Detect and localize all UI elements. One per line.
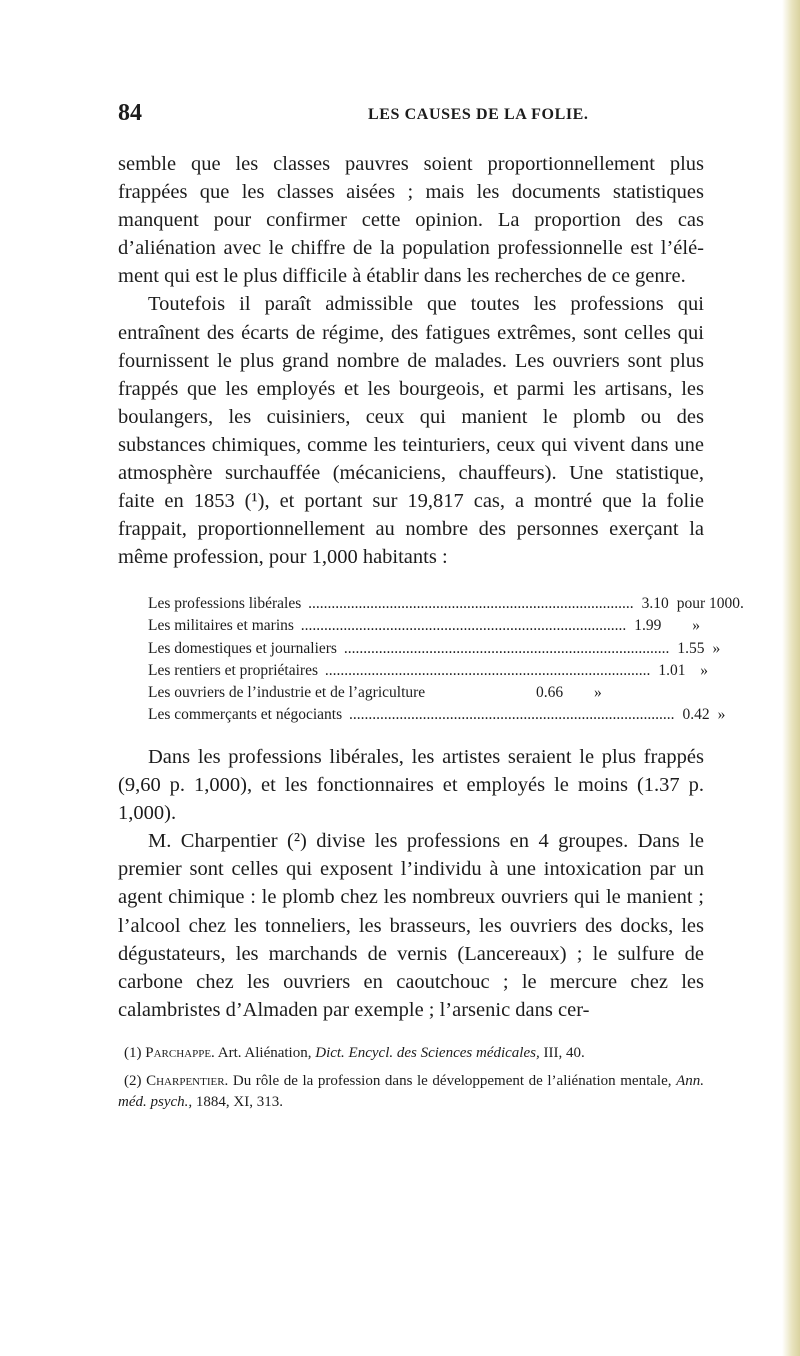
statistics-value: 1.01 [658, 661, 686, 679]
statistics-value: 1.55 [677, 639, 705, 657]
statistics-unit: » [717, 706, 726, 724]
statistics-label: Les commerçants et négociants .................................................................................... [148, 706, 675, 724]
statistics-unit: » [712, 639, 721, 657]
footnote-source: Ann. méd. psych., [118, 1072, 704, 1110]
page-number: 84 [118, 100, 142, 126]
statistics-value: 3.10 [641, 595, 669, 612]
paragraph: M. Charpentier (²) divise les professions en 4 groupes. Dans le premier sont celles qui exposent l’individu à une intoxication par un agent chimique : le plomb chez les nombreux ouvriers qui le manient ; l’alcool chez les tonneliers, les brasseurs, les ouvriers des docks, les dégustateurs, les marchands de vernis (Lancereaux) ; le sulfure de carbone chez les ouvriers en caoutchouc ; le mercure chez les calambristes d’Almaden par exemple ; l’arsenic dans cer- [118, 830, 704, 1021]
statistics-row [148, 660, 708, 682]
footnote [118, 1071, 704, 1114]
statistics-row [148, 682, 708, 704]
statistics-table [148, 593, 744, 727]
footnote [118, 1043, 704, 1065]
footnote-text: Du rôle de la profession dans le développement de l’aliénation mentale, [228, 1072, 677, 1089]
footnote-marker: (2) [124, 1072, 142, 1089]
statistics-unit: » [700, 661, 708, 679]
paragraph: Toutefois il paraît admissible que toutes les professions qui entraînent des écarts de régime, des fatigues extrêmes, sont celles qui fournissent le plus grand nombre de malades. Les ouvriers sont plus frappés que les employés et les bourgeois, et parmi les artisans, les boulangers, les cuisiniers, ceux qui manient le plomb ou des substances chimiques, comme les teinturiers, ceux qui vivent dans une atmosphère surchauffée (mécaniciens, chauffeurs). Une statistique, faite en 1853 (¹), et portant sur 19,817 cas, a montré que la folie frappait, proportionnellement au nombre des personnes exerçant la même profession, pour 1,000 habitants : [118, 293, 704, 569]
statistics-unit: » [594, 684, 602, 702]
statistics-row [148, 638, 721, 660]
statistics-unit: pour 1000. [676, 595, 744, 612]
statistics-unit: » [692, 617, 701, 635]
footnote-author: Parchappe. [145, 1045, 215, 1061]
statistics-row [148, 593, 744, 615]
statistics-value: 1.99 [634, 617, 662, 635]
page-edge-shading [782, 0, 800, 1356]
footnote-author: Charpentier. [146, 1072, 229, 1089]
statistics-label: Les rentiers et propriétaires .................................................................................... [148, 661, 651, 679]
statistics-label: Les professions libérales .................................................................................... [148, 595, 634, 612]
footnote-source: Dict. Encycl. des Sciences médicales, [315, 1045, 540, 1061]
main-text-block [118, 150, 704, 571]
page-header [118, 100, 718, 128]
statistics-value: 0.42 [682, 706, 710, 724]
statistics-label: Les militaires et marins .................................................................................... [148, 617, 627, 635]
statistics-label: Les domestiques et journaliers .................................................................................... [148, 639, 670, 657]
statistics-row [148, 704, 726, 726]
footnote-marker: (1) [124, 1045, 142, 1061]
running-title: LES CAUSES DE LA FOLIE. [368, 106, 589, 123]
footnote-text: Art. Aliénation, [214, 1045, 316, 1061]
statistics-value: 0.66 [536, 684, 564, 702]
main-text-block-continued [118, 743, 704, 1024]
statistics-label: Les ouvriers de l’industrie et de l’agriculture [148, 682, 528, 704]
paragraph: semble que les classes pauvres soient proportionnellement plus frappées que les classes aisées ; mais les documents statistiques manquent pour confirmer cette opinion. La proportion des cas d’aliénation avec le chiffre de la population professionnelle est l’élé- ment qui est le plus difficile à établir dans les recherches de ce genre. [118, 153, 704, 288]
footnote-text: III, 40. [539, 1045, 585, 1061]
statistics-row [148, 615, 708, 637]
footnote-text: 1884, XI, 313. [192, 1094, 283, 1110]
paragraph: Dans les professions libérales, les artistes seraient le plus frappés (9,60 p. 1,000), et les fonctionnaires et employés le moins (1.37 p. 1,000). [118, 746, 704, 825]
footnotes [118, 1043, 704, 1120]
